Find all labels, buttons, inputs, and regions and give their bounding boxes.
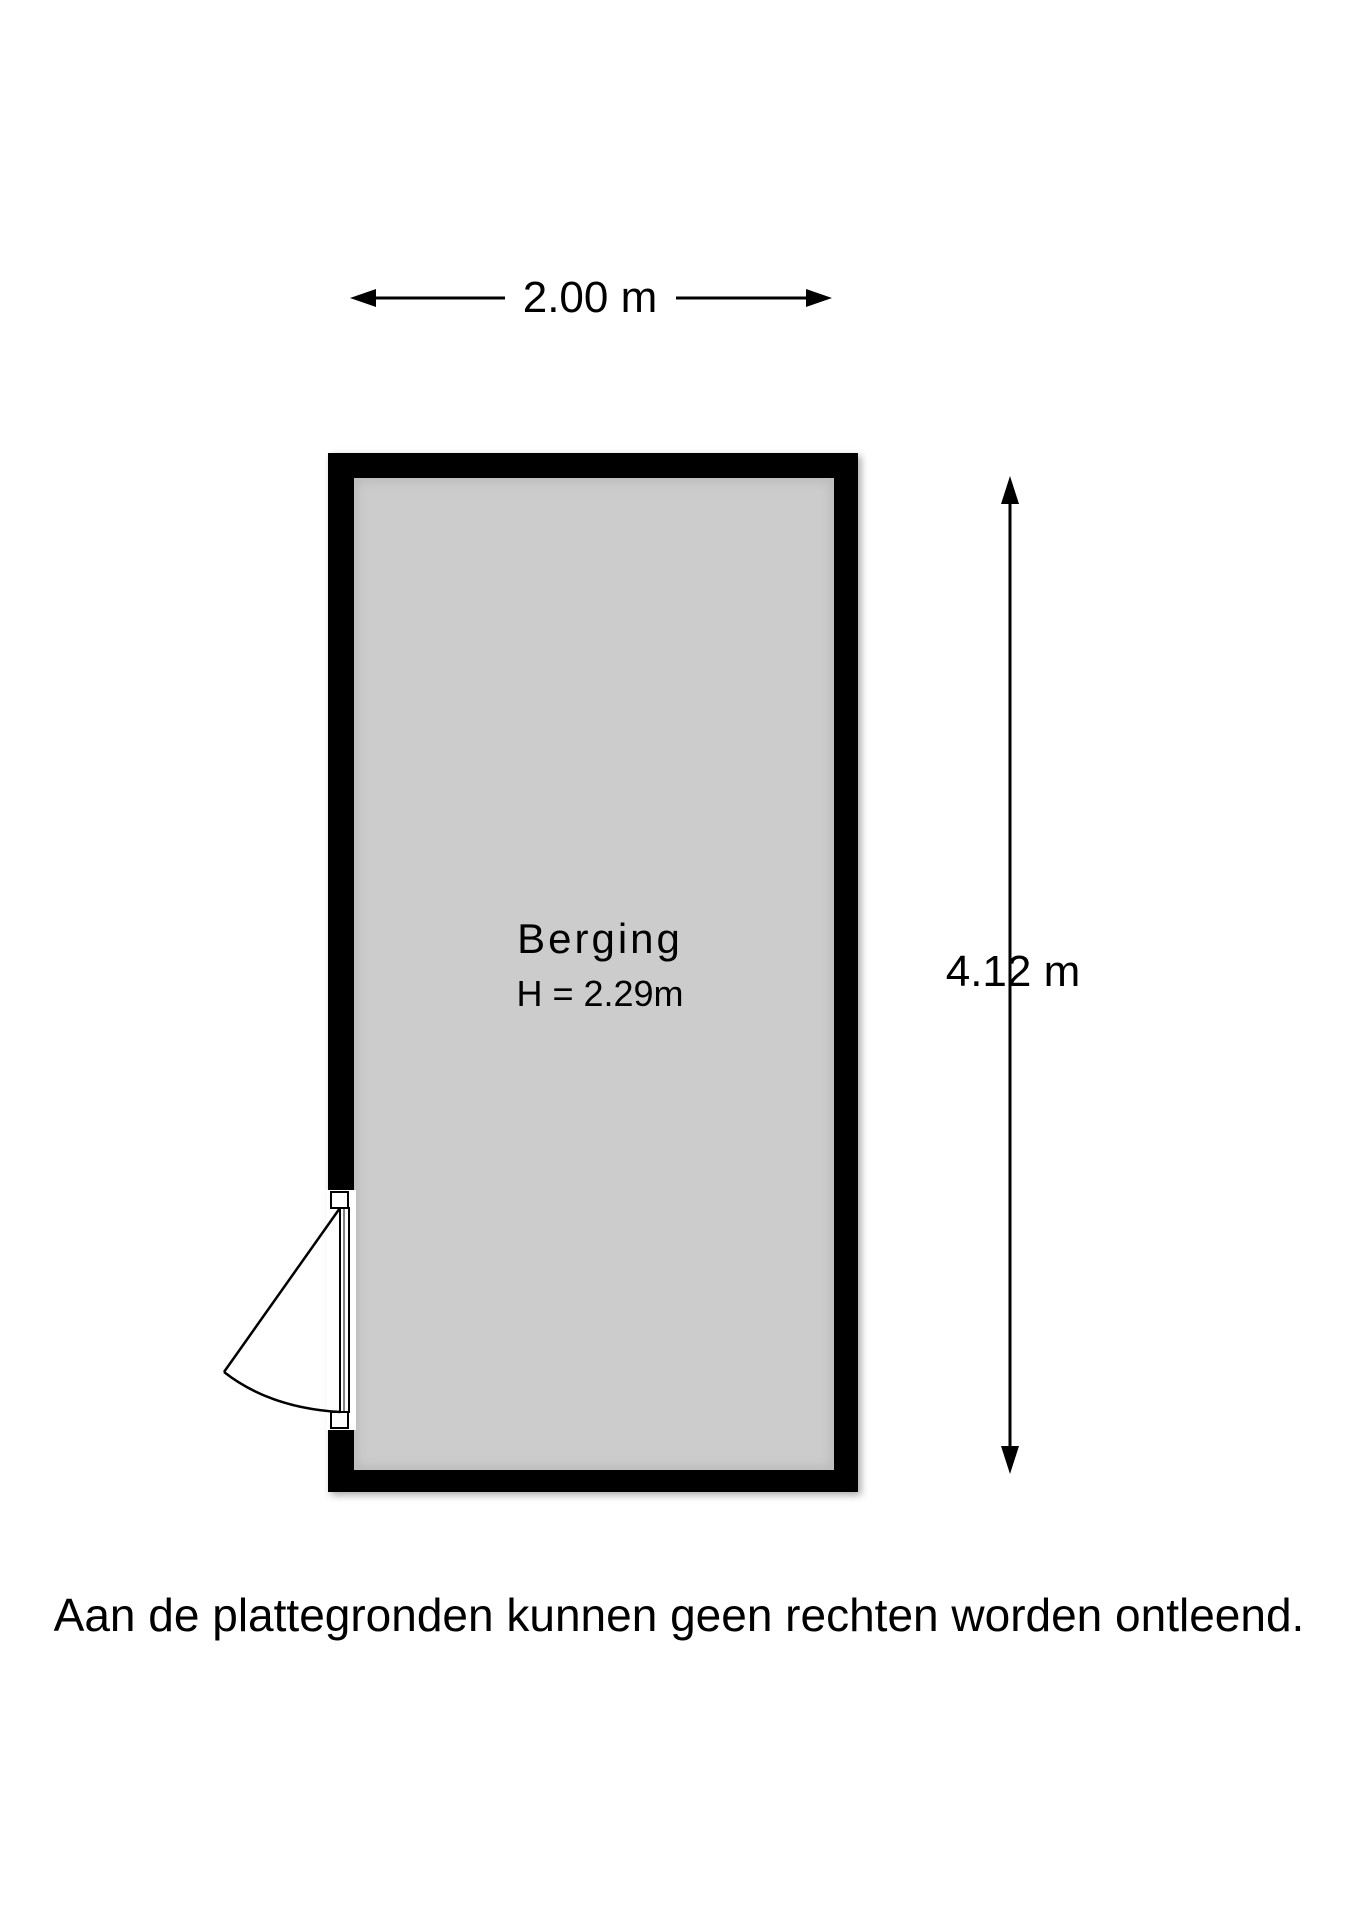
room-height-label: H = 2.29m [516, 973, 684, 1014]
width-dimension-label: 2.00 m [510, 276, 670, 320]
height-dimension-label: 4.12 m [945, 947, 1081, 996]
room-name-label: Berging [517, 915, 683, 962]
disclaimer-text: Aan de plattegronden kunnen geen rechten worden ontleend. [53, 1589, 1305, 1641]
door [224, 1190, 356, 1430]
